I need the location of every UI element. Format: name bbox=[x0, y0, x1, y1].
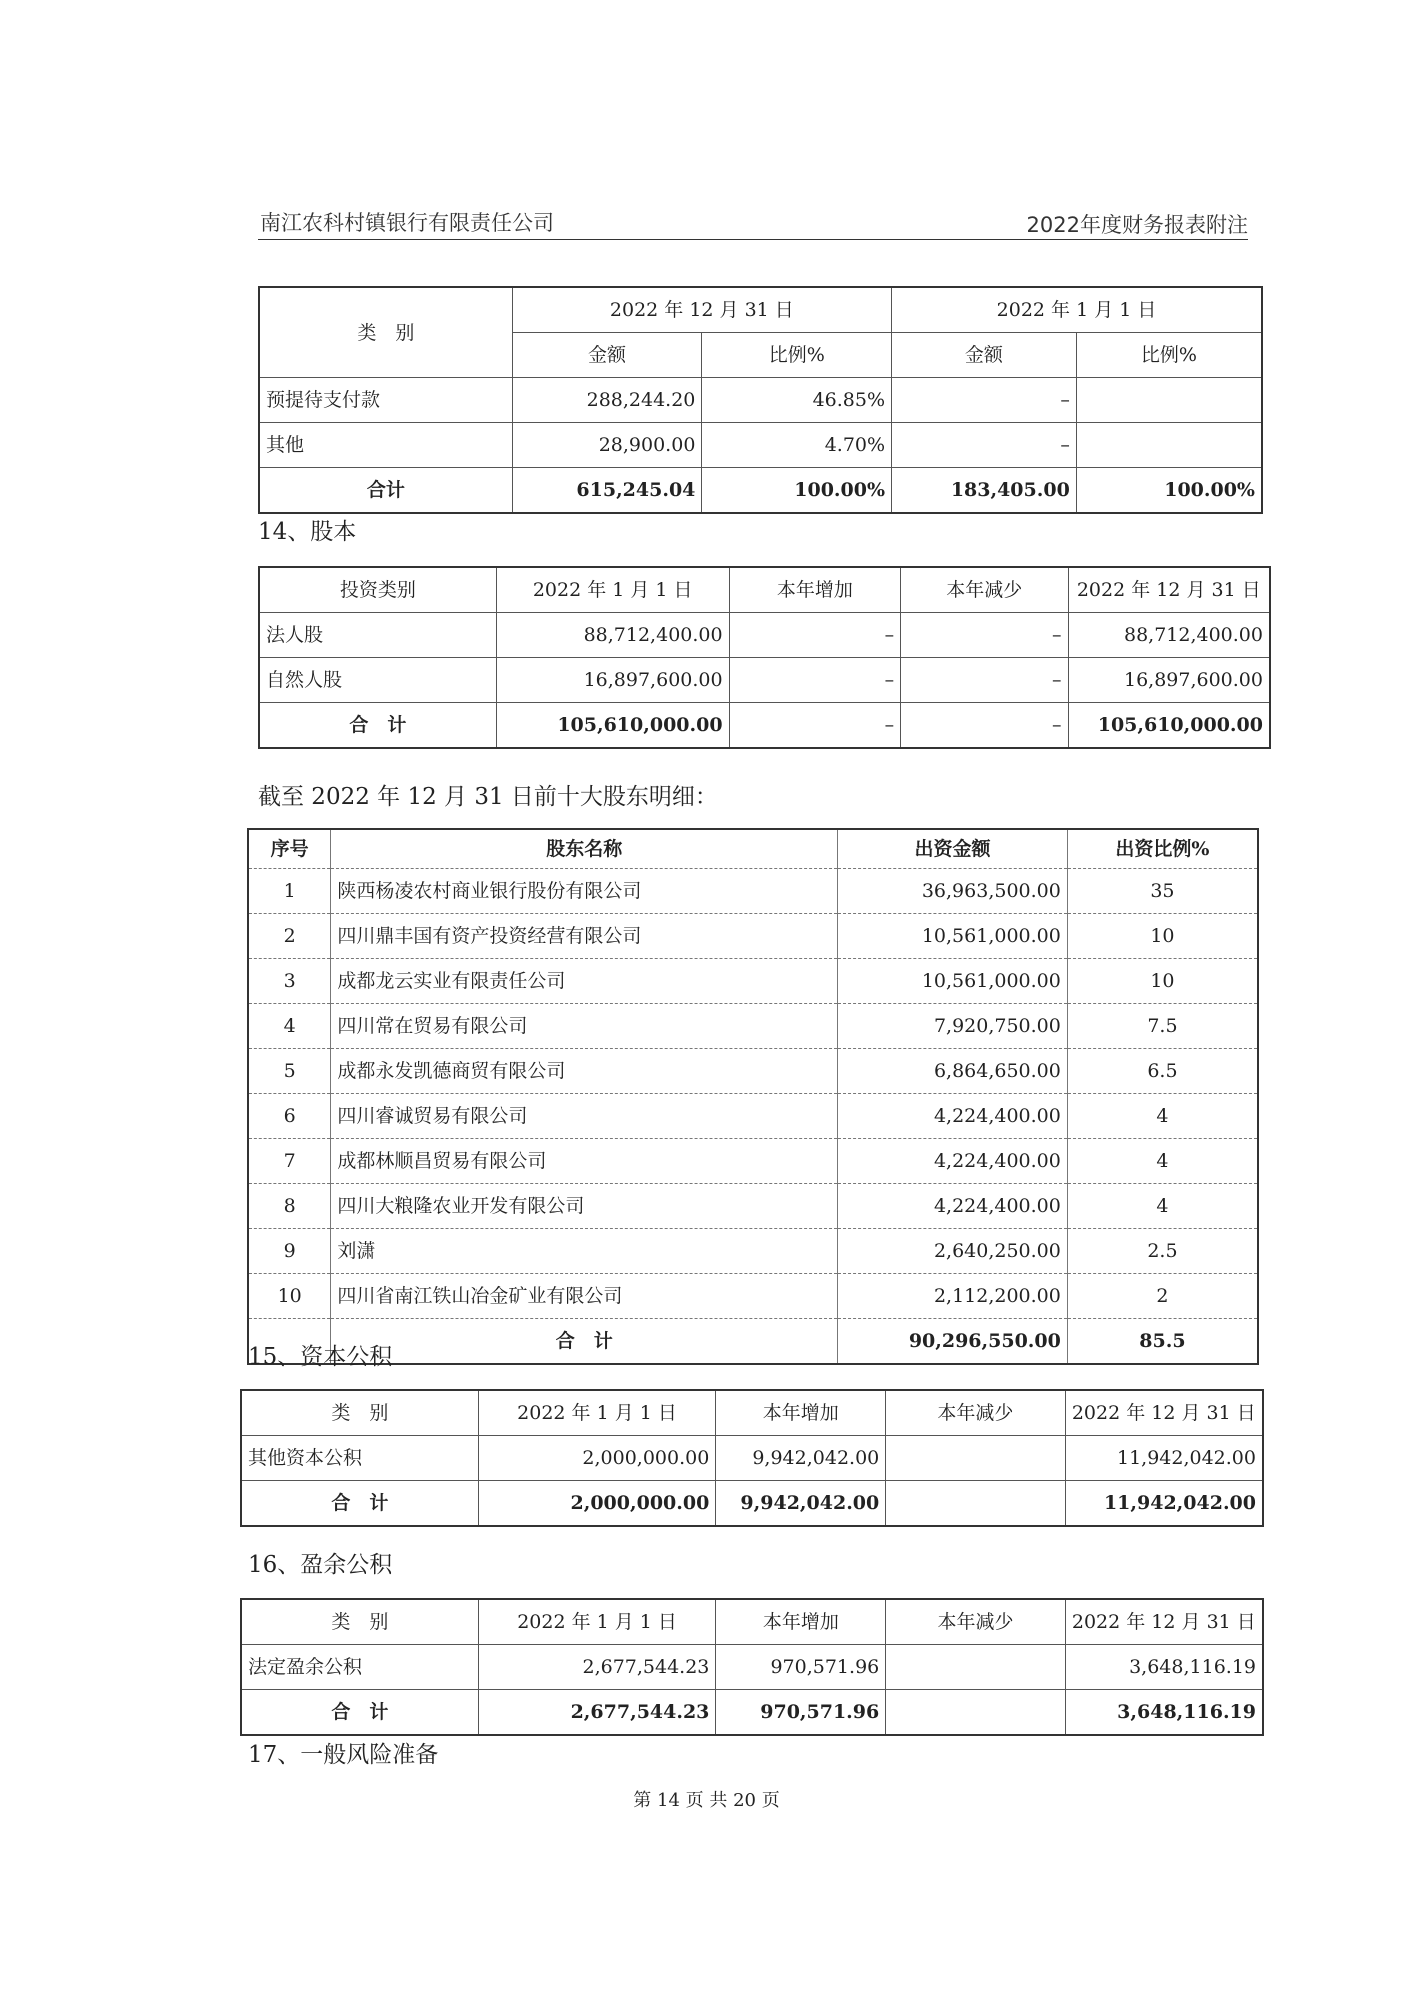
company-name: 南江农科村镇银行有限责任公司 bbox=[260, 211, 554, 235]
header-cell: 本年增加 bbox=[729, 567, 900, 613]
section-17-title: 17、一般风险准备 bbox=[248, 1742, 439, 1768]
col-amount: 金额 bbox=[892, 333, 1077, 378]
amount-cell: 6,864,650.00 bbox=[838, 1049, 1068, 1094]
shareholder-name: 四川常在贸易有限公司 bbox=[331, 1004, 838, 1049]
shareholder-name: 成都龙云实业有限责任公司 bbox=[331, 959, 838, 1004]
value-cell: – bbox=[729, 658, 900, 703]
value-cell: 9,942,042.00 bbox=[716, 1481, 886, 1527]
pct-cell: 4 bbox=[1067, 1094, 1258, 1139]
value-cell: 3,648,116.19 bbox=[1065, 1645, 1263, 1690]
seq-cell: 10 bbox=[248, 1274, 331, 1319]
shareholder-name: 陕西杨凌农村商业银行股份有限公司 bbox=[331, 869, 838, 914]
shareholder-name: 刘潇 bbox=[331, 1229, 838, 1274]
pct-cell: 4 bbox=[1067, 1139, 1258, 1184]
top10-shareholders-table bbox=[247, 828, 1259, 1365]
total-row bbox=[259, 468, 1262, 514]
amount-cell: 10,561,000.00 bbox=[838, 959, 1068, 1004]
section-16-title: 16、盈余公积 bbox=[248, 1552, 393, 1578]
value-cell: 9,942,042.00 bbox=[716, 1436, 886, 1481]
top10-title: 截至 2022 年 12 月 31 日前十大股东明细： bbox=[258, 784, 718, 810]
header-cell: 股东名称 bbox=[331, 829, 838, 869]
ratio-cell: 4.70% bbox=[702, 423, 892, 468]
value-cell: 970,571.96 bbox=[716, 1645, 886, 1690]
share-capital-table bbox=[258, 566, 1271, 749]
amount-cell: 615,245.04 bbox=[512, 468, 702, 514]
table-row bbox=[248, 1049, 1258, 1094]
seq-cell: 1 bbox=[248, 869, 331, 914]
table-row bbox=[248, 1229, 1258, 1274]
total-row bbox=[241, 1481, 1263, 1527]
value-cell: 970,571.96 bbox=[716, 1690, 886, 1736]
value-cell bbox=[886, 1481, 1065, 1527]
row-name: 其他 bbox=[259, 423, 512, 468]
header-cell: 2022 年 1 月 1 日 bbox=[478, 1599, 716, 1645]
amount-cell: – bbox=[892, 378, 1077, 423]
total-row bbox=[241, 1690, 1263, 1736]
value-cell: 2,677,544.23 bbox=[478, 1645, 716, 1690]
ratio-cell bbox=[1076, 423, 1262, 468]
seq-cell: 7 bbox=[248, 1139, 331, 1184]
table-row bbox=[241, 1645, 1263, 1690]
value-cell: 2,000,000.00 bbox=[478, 1481, 716, 1527]
header-cell: 2022 年 1 月 1 日 bbox=[496, 567, 729, 613]
section-14-title: 14、股本 bbox=[258, 519, 357, 545]
pct-cell: 10 bbox=[1067, 959, 1258, 1004]
value-cell: 88,712,400.00 bbox=[496, 613, 729, 658]
table-row bbox=[248, 1139, 1258, 1184]
value-cell bbox=[886, 1690, 1065, 1736]
total-row bbox=[259, 703, 1270, 749]
header-cell: 类 别 bbox=[241, 1599, 478, 1645]
pct-cell: 7.5 bbox=[1067, 1004, 1258, 1049]
total-label: 合 计 bbox=[241, 1481, 478, 1527]
header-cell: 2022 年 1 月 1 日 bbox=[478, 1390, 716, 1436]
table-row bbox=[259, 658, 1270, 703]
amount-cell: 2,112,200.00 bbox=[838, 1274, 1068, 1319]
ratio-cell: 100.00% bbox=[1076, 468, 1262, 514]
amount-cell: 4,224,400.00 bbox=[838, 1139, 1068, 1184]
section-15-title: 15、资本公积 bbox=[248, 1344, 393, 1370]
value-cell: – bbox=[901, 613, 1068, 658]
table-row bbox=[248, 959, 1258, 1004]
amount-cell: 4,224,400.00 bbox=[838, 1094, 1068, 1139]
amount-cell: 7,920,750.00 bbox=[838, 1004, 1068, 1049]
pct-cell: 10 bbox=[1067, 914, 1258, 959]
header-cell: 2022 年 12 月 31 日 bbox=[1068, 567, 1270, 613]
value-cell: 88,712,400.00 bbox=[1068, 613, 1270, 658]
pct-cell: 35 bbox=[1067, 869, 1258, 914]
pct-cell: 6.5 bbox=[1067, 1049, 1258, 1094]
header-cell: 序号 bbox=[248, 829, 331, 869]
value-cell: 11,942,042.00 bbox=[1065, 1481, 1263, 1527]
amount-cell: 10,561,000.00 bbox=[838, 914, 1068, 959]
value-cell: – bbox=[901, 703, 1068, 749]
col-ratio: 比例% bbox=[1076, 333, 1262, 378]
col-ratio: 比例% bbox=[702, 333, 892, 378]
header-cell: 本年增加 bbox=[716, 1599, 886, 1645]
col-amount: 金额 bbox=[512, 333, 702, 378]
shareholder-name: 四川鼎丰国有资产投资经营有限公司 bbox=[331, 914, 838, 959]
header-cell: 本年减少 bbox=[886, 1599, 1065, 1645]
row-name: 自然人股 bbox=[259, 658, 496, 703]
amount-cell: 36,963,500.00 bbox=[838, 869, 1068, 914]
value-cell: – bbox=[901, 658, 1068, 703]
shareholder-name: 四川大粮隆农业开发有限公司 bbox=[331, 1184, 838, 1229]
value-cell bbox=[886, 1645, 1065, 1690]
page-number: 第 14 页 共 20 页 bbox=[633, 1790, 780, 1811]
amount-cell: 288,244.20 bbox=[512, 378, 702, 423]
total-label: 合 计 bbox=[241, 1690, 478, 1736]
header-cell: 本年减少 bbox=[901, 567, 1068, 613]
value-cell: 16,897,600.00 bbox=[496, 658, 729, 703]
table-row bbox=[248, 869, 1258, 914]
row-name: 法定盈余公积 bbox=[241, 1645, 478, 1690]
amount-cell: 2,640,250.00 bbox=[838, 1229, 1068, 1274]
seq-cell: 8 bbox=[248, 1184, 331, 1229]
table-row bbox=[259, 378, 1262, 423]
amount-cell: 90,296,550.00 bbox=[838, 1319, 1068, 1365]
col-date-start: 2022 年 1 月 1 日 bbox=[892, 287, 1262, 333]
col-category: 类 别 bbox=[259, 287, 512, 378]
ratio-cell: 46.85% bbox=[702, 378, 892, 423]
amount-cell: 4,224,400.00 bbox=[838, 1184, 1068, 1229]
value-cell: – bbox=[729, 703, 900, 749]
pct-cell: 2 bbox=[1067, 1274, 1258, 1319]
row-name: 其他资本公积 bbox=[241, 1436, 478, 1481]
table-row bbox=[241, 1436, 1263, 1481]
header-cell: 出资比例% bbox=[1067, 829, 1258, 869]
header-cell: 本年增加 bbox=[716, 1390, 886, 1436]
seq-cell: 2 bbox=[248, 914, 331, 959]
table-row bbox=[248, 914, 1258, 959]
header-cell: 本年减少 bbox=[886, 1390, 1065, 1436]
shareholder-name: 成都永发凯德商贸有限公司 bbox=[331, 1049, 838, 1094]
table-row bbox=[248, 1094, 1258, 1139]
row-name: 法人股 bbox=[259, 613, 496, 658]
pct-cell: 2.5 bbox=[1067, 1229, 1258, 1274]
col-date-end: 2022 年 12 月 31 日 bbox=[512, 287, 891, 333]
seq-cell: 6 bbox=[248, 1094, 331, 1139]
value-cell bbox=[886, 1436, 1065, 1481]
shareholder-name: 成都林顺昌贸易有限公司 bbox=[331, 1139, 838, 1184]
capital-reserve-table bbox=[240, 1389, 1264, 1527]
value-cell: 16,897,600.00 bbox=[1068, 658, 1270, 703]
shareholder-name: 四川睿诚贸易有限公司 bbox=[331, 1094, 838, 1139]
report-title: 2022年度财务报表附注 bbox=[1026, 213, 1248, 237]
total-label: 合 计 bbox=[331, 1319, 838, 1365]
value-cell: 2,677,544.23 bbox=[478, 1690, 716, 1736]
total-label: 合计 bbox=[259, 468, 512, 514]
other-payables-table bbox=[258, 286, 1263, 514]
value-cell: 2,000,000.00 bbox=[478, 1436, 716, 1481]
table-row bbox=[248, 1184, 1258, 1229]
header-cell: 2022 年 12 月 31 日 bbox=[1065, 1599, 1263, 1645]
pct-cell: 4 bbox=[1067, 1184, 1258, 1229]
table-row bbox=[248, 1274, 1258, 1319]
value-cell: 3,648,116.19 bbox=[1065, 1690, 1263, 1736]
pct-cell: 85.5 bbox=[1067, 1319, 1258, 1365]
seq-cell: 4 bbox=[248, 1004, 331, 1049]
value-cell: 11,942,042.00 bbox=[1065, 1436, 1263, 1481]
surplus-reserve-table bbox=[240, 1598, 1264, 1736]
ratio-cell: 100.00% bbox=[702, 468, 892, 514]
seq-cell: 3 bbox=[248, 959, 331, 1004]
table-row bbox=[259, 423, 1262, 468]
amount-cell: – bbox=[892, 423, 1077, 468]
page-header bbox=[258, 205, 1248, 240]
value-cell: 105,610,000.00 bbox=[1068, 703, 1270, 749]
value-cell: – bbox=[729, 613, 900, 658]
header-cell: 出资金额 bbox=[838, 829, 1068, 869]
amount-cell: 183,405.00 bbox=[892, 468, 1077, 514]
seq-cell: 5 bbox=[248, 1049, 331, 1094]
table-row bbox=[248, 1004, 1258, 1049]
header-cell: 类 别 bbox=[241, 1390, 478, 1436]
table-row bbox=[259, 613, 1270, 658]
shareholder-name: 四川省南江铁山冶金矿业有限公司 bbox=[331, 1274, 838, 1319]
total-row bbox=[248, 1319, 1258, 1365]
total-label: 合 计 bbox=[259, 703, 496, 749]
row-name: 预提待支付款 bbox=[259, 378, 512, 423]
value-cell: 105,610,000.00 bbox=[496, 703, 729, 749]
header-cell: 2022 年 12 月 31 日 bbox=[1065, 1390, 1263, 1436]
ratio-cell bbox=[1076, 378, 1262, 423]
header-cell: 投资类别 bbox=[259, 567, 496, 613]
seq-cell: 9 bbox=[248, 1229, 331, 1274]
amount-cell: 28,900.00 bbox=[512, 423, 702, 468]
